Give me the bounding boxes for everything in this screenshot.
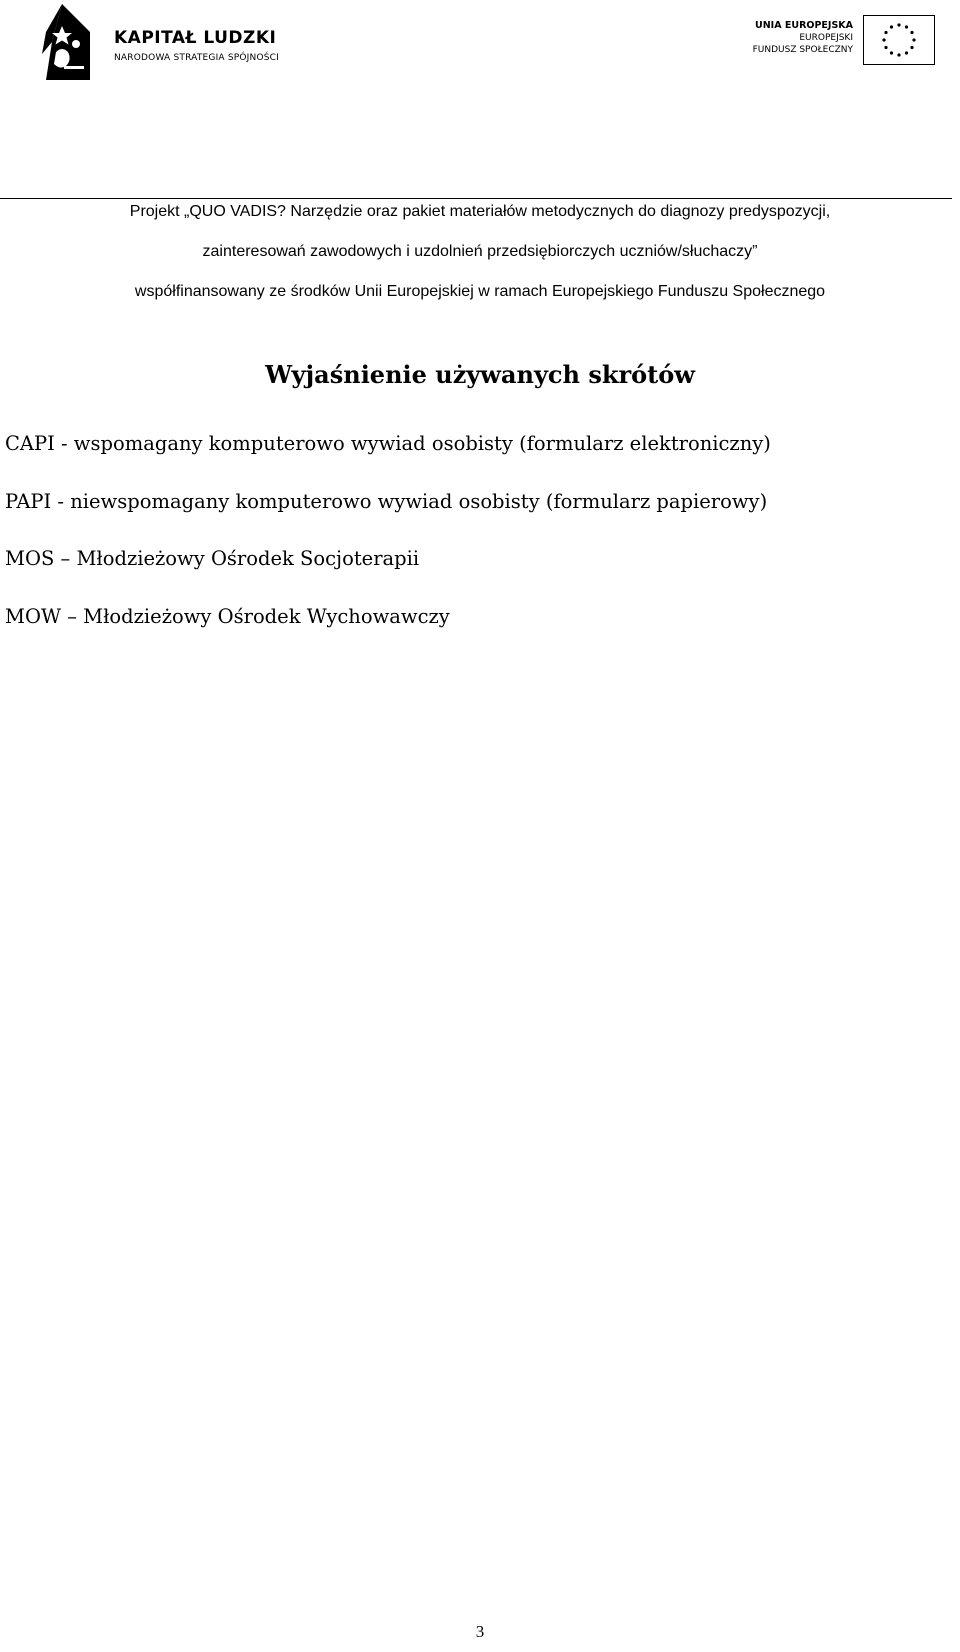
project-info-line-1: Projekt „QUO VADIS? Narzędzie oraz pakiet materiałów metodycznych do diagnozy predyspozycji, (129, 203, 831, 220)
eu-flag (863, 15, 935, 65)
eu-logo-line2: EUROPEJSKI (799, 33, 853, 43)
eu-flag-icon (864, 16, 934, 64)
abbreviation-item: MOS – Młodzieżowy Ośrodek Socjoterapii (5, 547, 420, 570)
eu-logo-line3: FUNDUSZ SPOŁECZNY (752, 45, 853, 55)
abbreviation-item: MOW – Młodzieżowy Ośrodek Wychowawczy (5, 605, 450, 628)
eu-logo-line1: UNIA EUROPEJSKA (755, 20, 853, 31)
kapital-ludzki-title: KAPITAŁ LUDZKI (114, 28, 277, 48)
page-number: 3 (475, 1622, 485, 1641)
project-info-line-3: współfinansowany ze środków Unii Europejskiej w ramach Europejskiego Funduszu Społecznego (134, 283, 826, 300)
eu-logo-text (753, 20, 853, 56)
kapital-ludzki-logo-icon (42, 2, 102, 82)
eu-logo (735, 14, 935, 70)
project-info-line-2: zainteresowań zawodowych i uzdolnień przedsiębiorczych uczniów/słuchaczy” (202, 243, 758, 260)
header-divider (0, 198, 952, 199)
abbreviation-item: CAPI - wspomagany komputerowo wywiad osobisty (formularz elektroniczny) (5, 432, 771, 455)
abbreviation-item: PAPI - niewspomagany komputerowo wywiad osobisty (formularz papierowy) (5, 490, 768, 513)
page-title: Wyjaśnienie używanych skrótów (265, 360, 695, 389)
kapital-ludzki-subtitle: NARODOWA STRATEGIA SPÓJNOŚCI (114, 53, 279, 63)
page-header (0, 0, 960, 90)
kapital-ludzki-logo (42, 2, 292, 82)
